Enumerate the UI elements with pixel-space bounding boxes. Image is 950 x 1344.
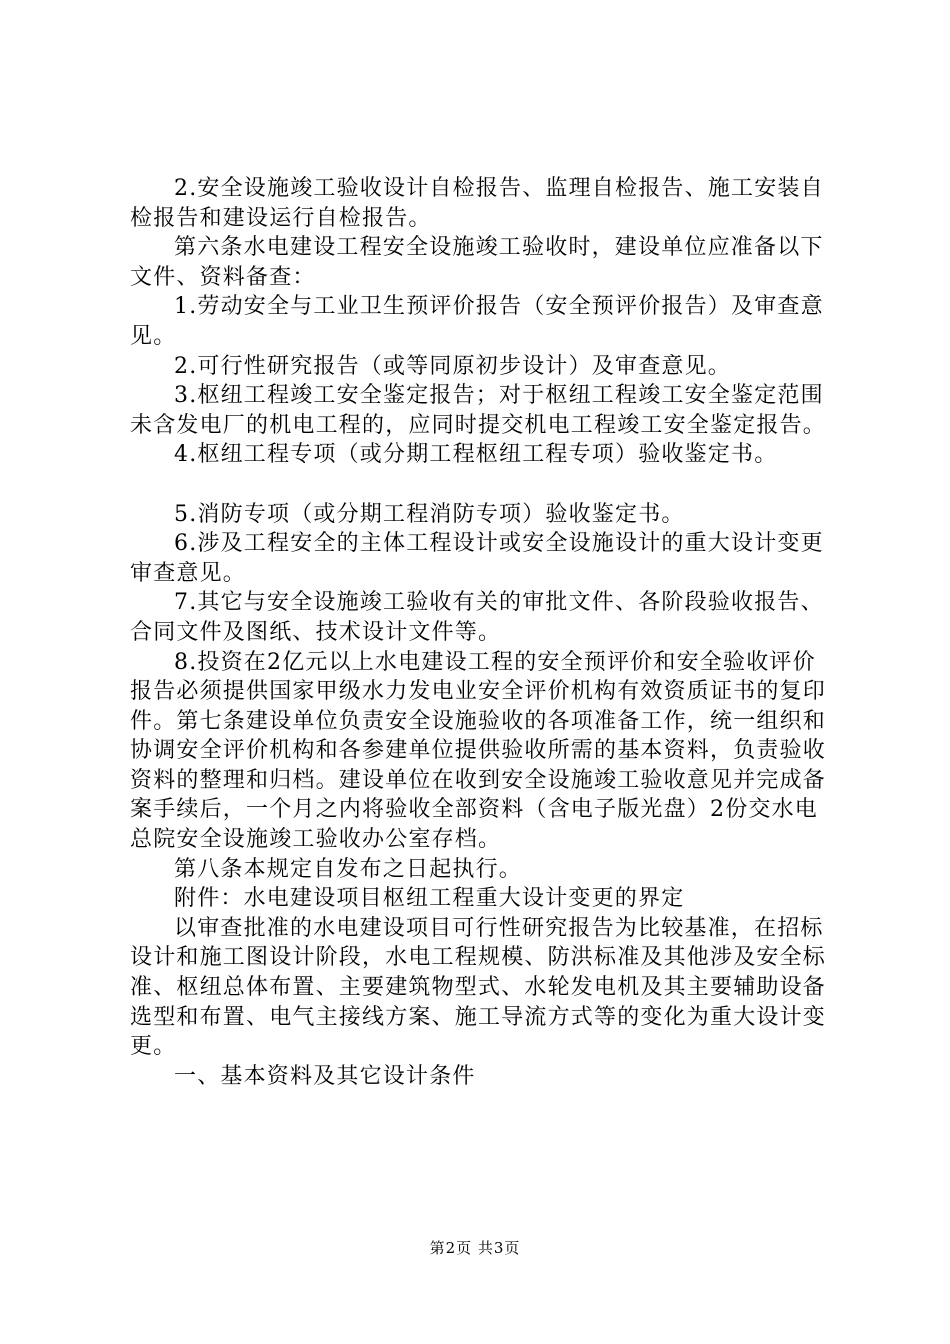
- paragraph-item-6-design-change: 6.涉及工程安全的主体工程设计或安全设施设计的重大设计变更审查意见。: [130, 531, 824, 586]
- paragraph-item-4-special-acceptance: 4.枢纽工程专项（或分期工程枢纽工程专项）验收鉴定书。: [174, 442, 778, 468]
- paragraph-item-5-fire-protection: 5.消防专项（或分期工程消防专项）验收鉴定书。: [174, 501, 685, 527]
- paragraph-article-8: 第八条本规定自发布之日起执行。: [174, 856, 523, 882]
- section-heading-basic-data: 一、基本资料及其它设计条件: [174, 1063, 476, 1089]
- paragraph-attachment-title: 附件：水电建设项目枢纽工程重大设计变更的界定: [174, 886, 685, 912]
- paragraph-article-6: 第六条水电建设工程安全设施竣工验收时，建设单位应准备以下文件、资料备查：: [130, 235, 824, 290]
- blank-line: [130, 470, 836, 500]
- paragraph-item-8-investment: 8.投资在2亿元以上水电建设工程的安全预评价和安全验收评价报告必须提供国家甲级水力发电业安全评价机构有效资质证书的复印件。第七条建设单位负责安全设施验收的各项准备工作，统一组织和协调安全评价机构和各参建单位提供验收所需的基本资料，负责验收资料的整理和归档。建设单位在收到安全设施竣工验收意见并完成备案手续后，一个月之内将验收全部资料（含电子版光盘）2份交水电总院安全设施竣工验收办公室存档。: [130, 649, 827, 853]
- paragraph-item-1-pre-evaluation: 1.劳动安全与工业卫生预评价报告（安全预评价报告）及审查意见。: [130, 294, 824, 349]
- paragraph-item-3-safety-appraisal: 3.枢纽工程竣工安全鉴定报告；对于枢纽工程竣工安全鉴定范围未含发电厂的机电工程的，应同时提交机电工程竣工安全鉴定报告。: [130, 383, 827, 438]
- paragraph-item-7-other-documents: 7.其它与安全设施竣工验收有关的审批文件、各阶段验收报告、合同文件及图纸、技术设计文件等。: [130, 590, 824, 645]
- page-number-footer: 第2页 共3页: [429, 1239, 521, 1257]
- paragraph-item-2-self-check: 2.安全设施竣工验收设计自检报告、监理自检报告、施工安装自检报告和建设运行自检报告。: [130, 176, 824, 231]
- paragraph-item-2-feasibility: 2.可行性研究报告（或等同原初步设计）及审查意见。: [174, 353, 731, 379]
- document-body: [130, 174, 836, 1091]
- paragraph-attachment-body: 以审查批准的水电建设项目可行性研究报告为比较基准，在招标设计和施工图设计阶段，水电工程规模、防洪标准及其他涉及安全标准、枢纽总体布置、主要建筑物型式、水轮发电机及其主要辅助设备选型和布置、电气主接线方案、施工导流方式等的变化为重大设计变更。: [130, 915, 827, 1060]
